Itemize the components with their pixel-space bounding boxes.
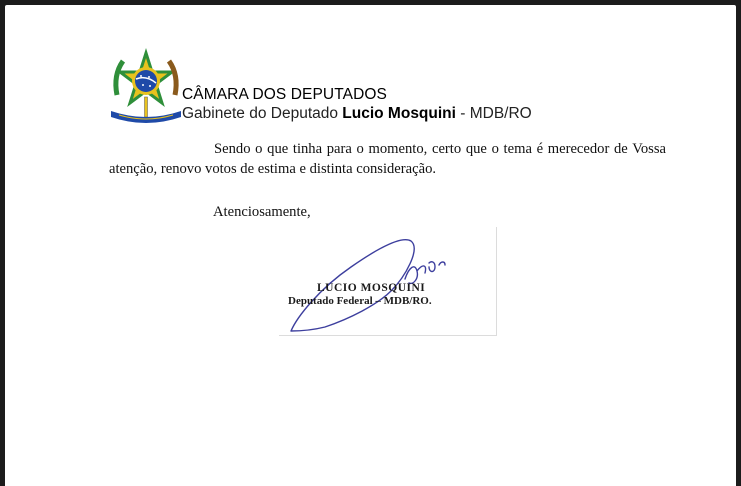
office-line [182,105,532,123]
signatory-role: Deputado Federal – MDB/RO. [288,295,432,307]
party-suffix: - MDB/RO [455,105,532,122]
closing-paragraph: Sendo o que tinha para o momento, certo que o tema é merecedor de Vossa atenção, renovo votos de estima e distinta consideração. [109,141,666,177]
chamber-title: CÂMARA DOS DEPUTADOS [182,86,387,103]
coat-of-arms-emblem [107,45,185,129]
signatory-name: LUCIO MOSQUINI [317,282,426,294]
document-page [5,5,736,486]
deputy-name: Lucio Mosquini [342,105,456,122]
handwritten-signature [279,227,496,335]
signature-block [279,227,497,336]
letter-body [109,139,666,179]
office-prefix: Gabinete do Deputado [182,105,343,122]
salutation-closing: Atenciosamente, [213,204,311,220]
